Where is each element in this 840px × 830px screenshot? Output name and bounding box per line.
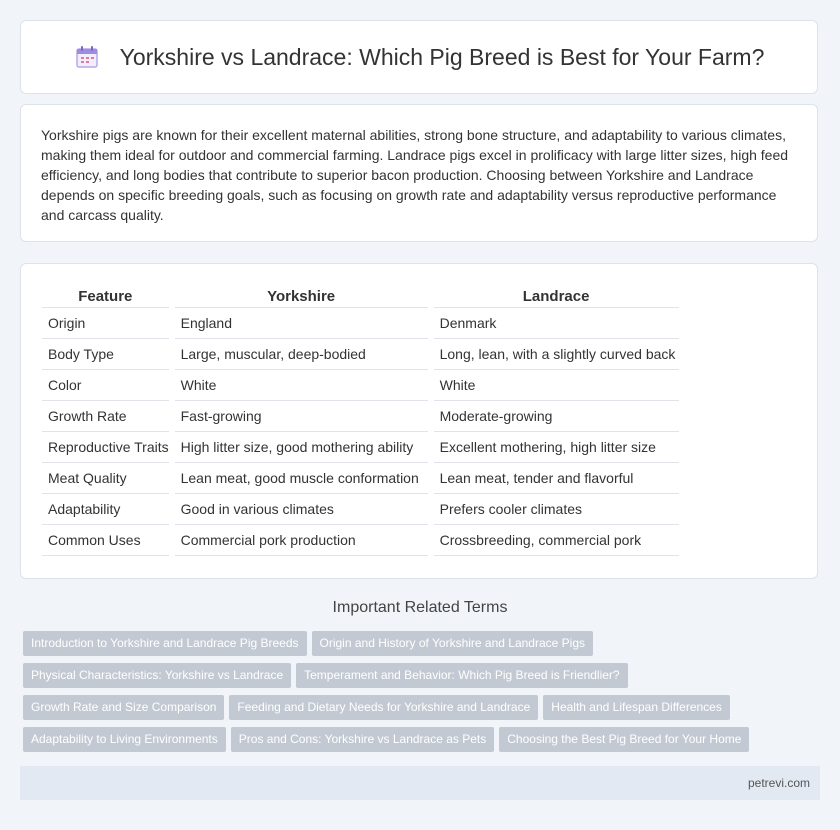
- table-cell: Long, lean, with a slightly curved back: [434, 339, 679, 370]
- table-row: [42, 401, 679, 432]
- related-term-tag[interactable]: Growth Rate and Size Comparison: [23, 695, 224, 720]
- related-terms-title: Important Related Terms: [332, 599, 508, 616]
- intro-card: [20, 104, 818, 242]
- related-term-tag[interactable]: Adaptability to Living Environments: [23, 727, 226, 752]
- page-title: Yorkshire vs Landrace: Which Pig Breed is Best for Your Farm?: [119, 43, 765, 70]
- table-cell: England: [175, 308, 428, 339]
- related-term-tag[interactable]: Introduction to Yorkshire and Landrace Pig Breeds: [23, 631, 307, 656]
- table-cell: Prefers cooler climates: [434, 494, 679, 525]
- table-cell: Meat Quality: [42, 463, 169, 494]
- footer: [20, 766, 820, 800]
- table-cell: Denmark: [434, 308, 679, 339]
- table-row: [42, 432, 679, 463]
- related-term-tag[interactable]: Origin and History of Yorkshire and Landrace Pigs: [312, 631, 593, 656]
- table-cell: Fast-growing: [175, 401, 428, 432]
- table-row: [42, 370, 679, 401]
- table-row: [42, 308, 679, 339]
- table-header-row: [42, 284, 679, 308]
- table-cell: Good in various climates: [175, 494, 428, 525]
- comparison-table-card: [20, 263, 818, 579]
- comparison-table: [36, 284, 685, 556]
- footer-site-link[interactable]: petrevi.com: [747, 776, 810, 790]
- header-yorkshire: Yorkshire: [175, 284, 428, 308]
- table-cell: Lean meat, good muscle conformation: [175, 463, 428, 494]
- table-cell: Lean meat, tender and flavorful: [434, 463, 679, 494]
- related-term-tag[interactable]: Feeding and Dietary Needs for Yorkshire and Landrace: [229, 695, 538, 720]
- table-cell: Origin: [42, 308, 169, 339]
- header-card: [20, 20, 818, 94]
- table-cell: Crossbreeding, commercial pork: [434, 525, 679, 556]
- table-cell: Reproductive Traits: [42, 432, 169, 463]
- related-term-tag[interactable]: Pros and Cons: Yorkshire vs Landrace as Pets: [231, 727, 494, 752]
- calendar-icon: [74, 44, 100, 70]
- table-cell: White: [434, 370, 679, 401]
- header-feature: Feature: [42, 284, 169, 308]
- table-cell: Commercial pork production: [175, 525, 428, 556]
- related-term-tag[interactable]: Physical Characteristics: Yorkshire vs Landrace: [23, 663, 291, 688]
- table-row: [42, 339, 679, 370]
- table-cell: White: [175, 370, 428, 401]
- table-row: [42, 494, 679, 525]
- table-cell: Adaptability: [42, 494, 169, 525]
- related-term-tag[interactable]: Choosing the Best Pig Breed for Your Home: [499, 727, 749, 752]
- table-cell: Large, muscular, deep-bodied: [175, 339, 428, 370]
- related-term-tag[interactable]: Temperament and Behavior: Which Pig Breed is Friendlier?: [296, 663, 627, 688]
- table-cell: High litter size, good mothering ability: [175, 432, 428, 463]
- table-cell: Body Type: [42, 339, 169, 370]
- header-landrace: Landrace: [434, 284, 679, 308]
- table-cell: Excellent mothering, high litter size: [434, 432, 679, 463]
- table-row: [42, 463, 679, 494]
- related-term-tag[interactable]: Health and Lifespan Differences: [543, 695, 730, 720]
- related-terms-list: [23, 631, 823, 759]
- table-row: [42, 525, 679, 556]
- table-cell: Color: [42, 370, 169, 401]
- intro-text: Yorkshire pigs are known for their excellent maternal abilities, strong bone structure, and adaptability to various climates, making them ideal for outdoor and commercial farming. Landrace pigs excel in prolificacy with large litter sizes, high feed efficiency, and long bodies that contribute to superior bacon production. Choosing between Yorkshire and Landrace depends on specific breeding goals, such as focusing on growth rate and adaptability versus reproductive performance and carcass quality.: [41, 127, 789, 223]
- table-cell: Common Uses: [42, 525, 169, 556]
- table-cell: Moderate-growing: [434, 401, 679, 432]
- table-cell: Growth Rate: [42, 401, 169, 432]
